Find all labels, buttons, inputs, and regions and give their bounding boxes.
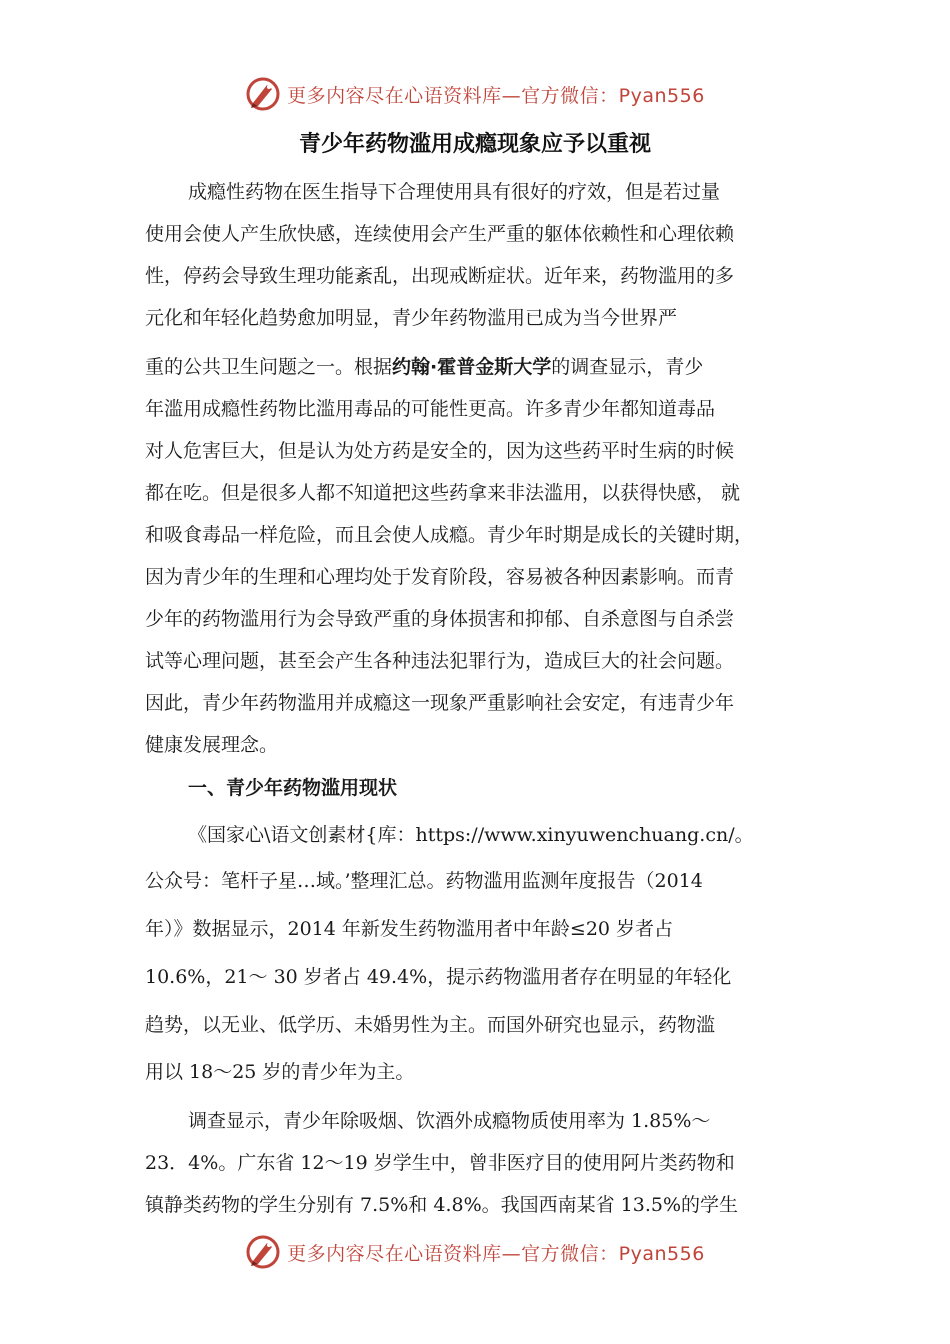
paragraph-line: 因为青少年的生理和心理均处于发育阶段，容易被各种因素影响。而青	[145, 566, 735, 588]
page-title: 青少年药物滥用成瘾现象应予以重视	[298, 132, 651, 157]
pen-logo-icon	[245, 76, 281, 112]
paragraph-line: 试等心理问题，甚至会产生各种违法犯罪行为，造成巨大的社会问题。	[145, 650, 735, 672]
text-segment: 重的公共卫生问题之一。根据	[145, 356, 393, 378]
paragraph-line: 性，停药会导致生理功能紊乱，出现戒断症状。近年来，药物滥用的多	[145, 265, 735, 287]
paragraph-line: 用以 18～25 岁的青少年为主。	[145, 1061, 415, 1083]
paragraph-line: 镇静类药物的学生分别有 7.5%和 4.8%。我国西南某省 13.5%的学生	[145, 1194, 739, 1216]
paragraph-line: 成瘾性药物在医生指导下合理使用具有很好的疗效，但是若过量	[188, 181, 721, 203]
paragraph-line: 使用会使人产生欣快感，连续使用会产生严重的躯体依赖性和心理依赖	[145, 223, 735, 245]
paragraph-line: 少年的药物滥用行为会导致严重的身体损害和抑郁、自杀意图与自杀尝	[145, 608, 735, 630]
paragraph-line: 公众号：笔杆子星…域。’整理汇总。药物滥用监测年度报告（2014	[145, 870, 703, 892]
paragraph-line: 10.6%，21～ 30 岁者占 49.4%，提示药物滥用者存在明显的年轻化	[145, 966, 732, 988]
paragraph-line: 健康发展理念。	[145, 734, 279, 756]
section-heading: 一、青少年药物滥用现状	[188, 777, 398, 799]
header-banner	[0, 70, 950, 118]
paragraph-line: 趋势，以无业、低学历、未婚男性为主。而国外研究也显示，药物滥	[145, 1014, 716, 1036]
university-name: 约翰·霍普金斯大学	[392, 356, 552, 378]
paragraph-line: 年滥用成瘾性药物比滥用毒品的可能性更高。许多青少年都知道毒品	[145, 398, 716, 420]
text-segment: 的调查显示，青少	[551, 356, 704, 378]
paragraph-line: 和吸食毒品一样危险，而且会使人成瘾。青少年时期是成长的关键时期，	[145, 524, 754, 546]
paragraph-line: 23．4%。广东省 12～19 岁学生中，曾非医疗目的使用阿片类药物和	[145, 1152, 735, 1174]
banner-text: 更多内容尽在心语资料库—官方微信：Pyan556	[287, 84, 705, 107]
paragraph-line: 都在吃。但是很多人都不知道把这些药拿来非法滥用，以获得快感， 就	[145, 482, 741, 504]
paragraph-line	[145, 352, 825, 382]
paragraph-line: 元化和年轻化趋势愈加明显，青少年药物滥用已成为当今世界严	[145, 307, 678, 329]
footer-banner	[0, 1228, 950, 1276]
paragraph-line: 因此，青少年药物滥用并成瘾这一现象严重影响社会安定，有违青少年	[145, 692, 735, 714]
paragraph-line: 调查显示，青少年除吸烟、饮酒外成瘾物质使用率为 1.85%～	[188, 1110, 711, 1132]
paragraph-line: 《国家心\语文创素材{库：https://www.xinyuwenchuang.cn/。	[188, 824, 754, 846]
banner-text: 更多内容尽在心语资料库—官方微信：Pyan556	[287, 1242, 705, 1265]
pen-logo-icon	[245, 1234, 281, 1270]
paragraph-line: 对人危害巨大，但是认为处方药是安全的，因为这些药平时生病的时候	[145, 440, 735, 462]
paragraph-line: 年）》数据显示，2014 年新发生药物滥用者中年龄≤20 岁者占	[145, 918, 674, 940]
